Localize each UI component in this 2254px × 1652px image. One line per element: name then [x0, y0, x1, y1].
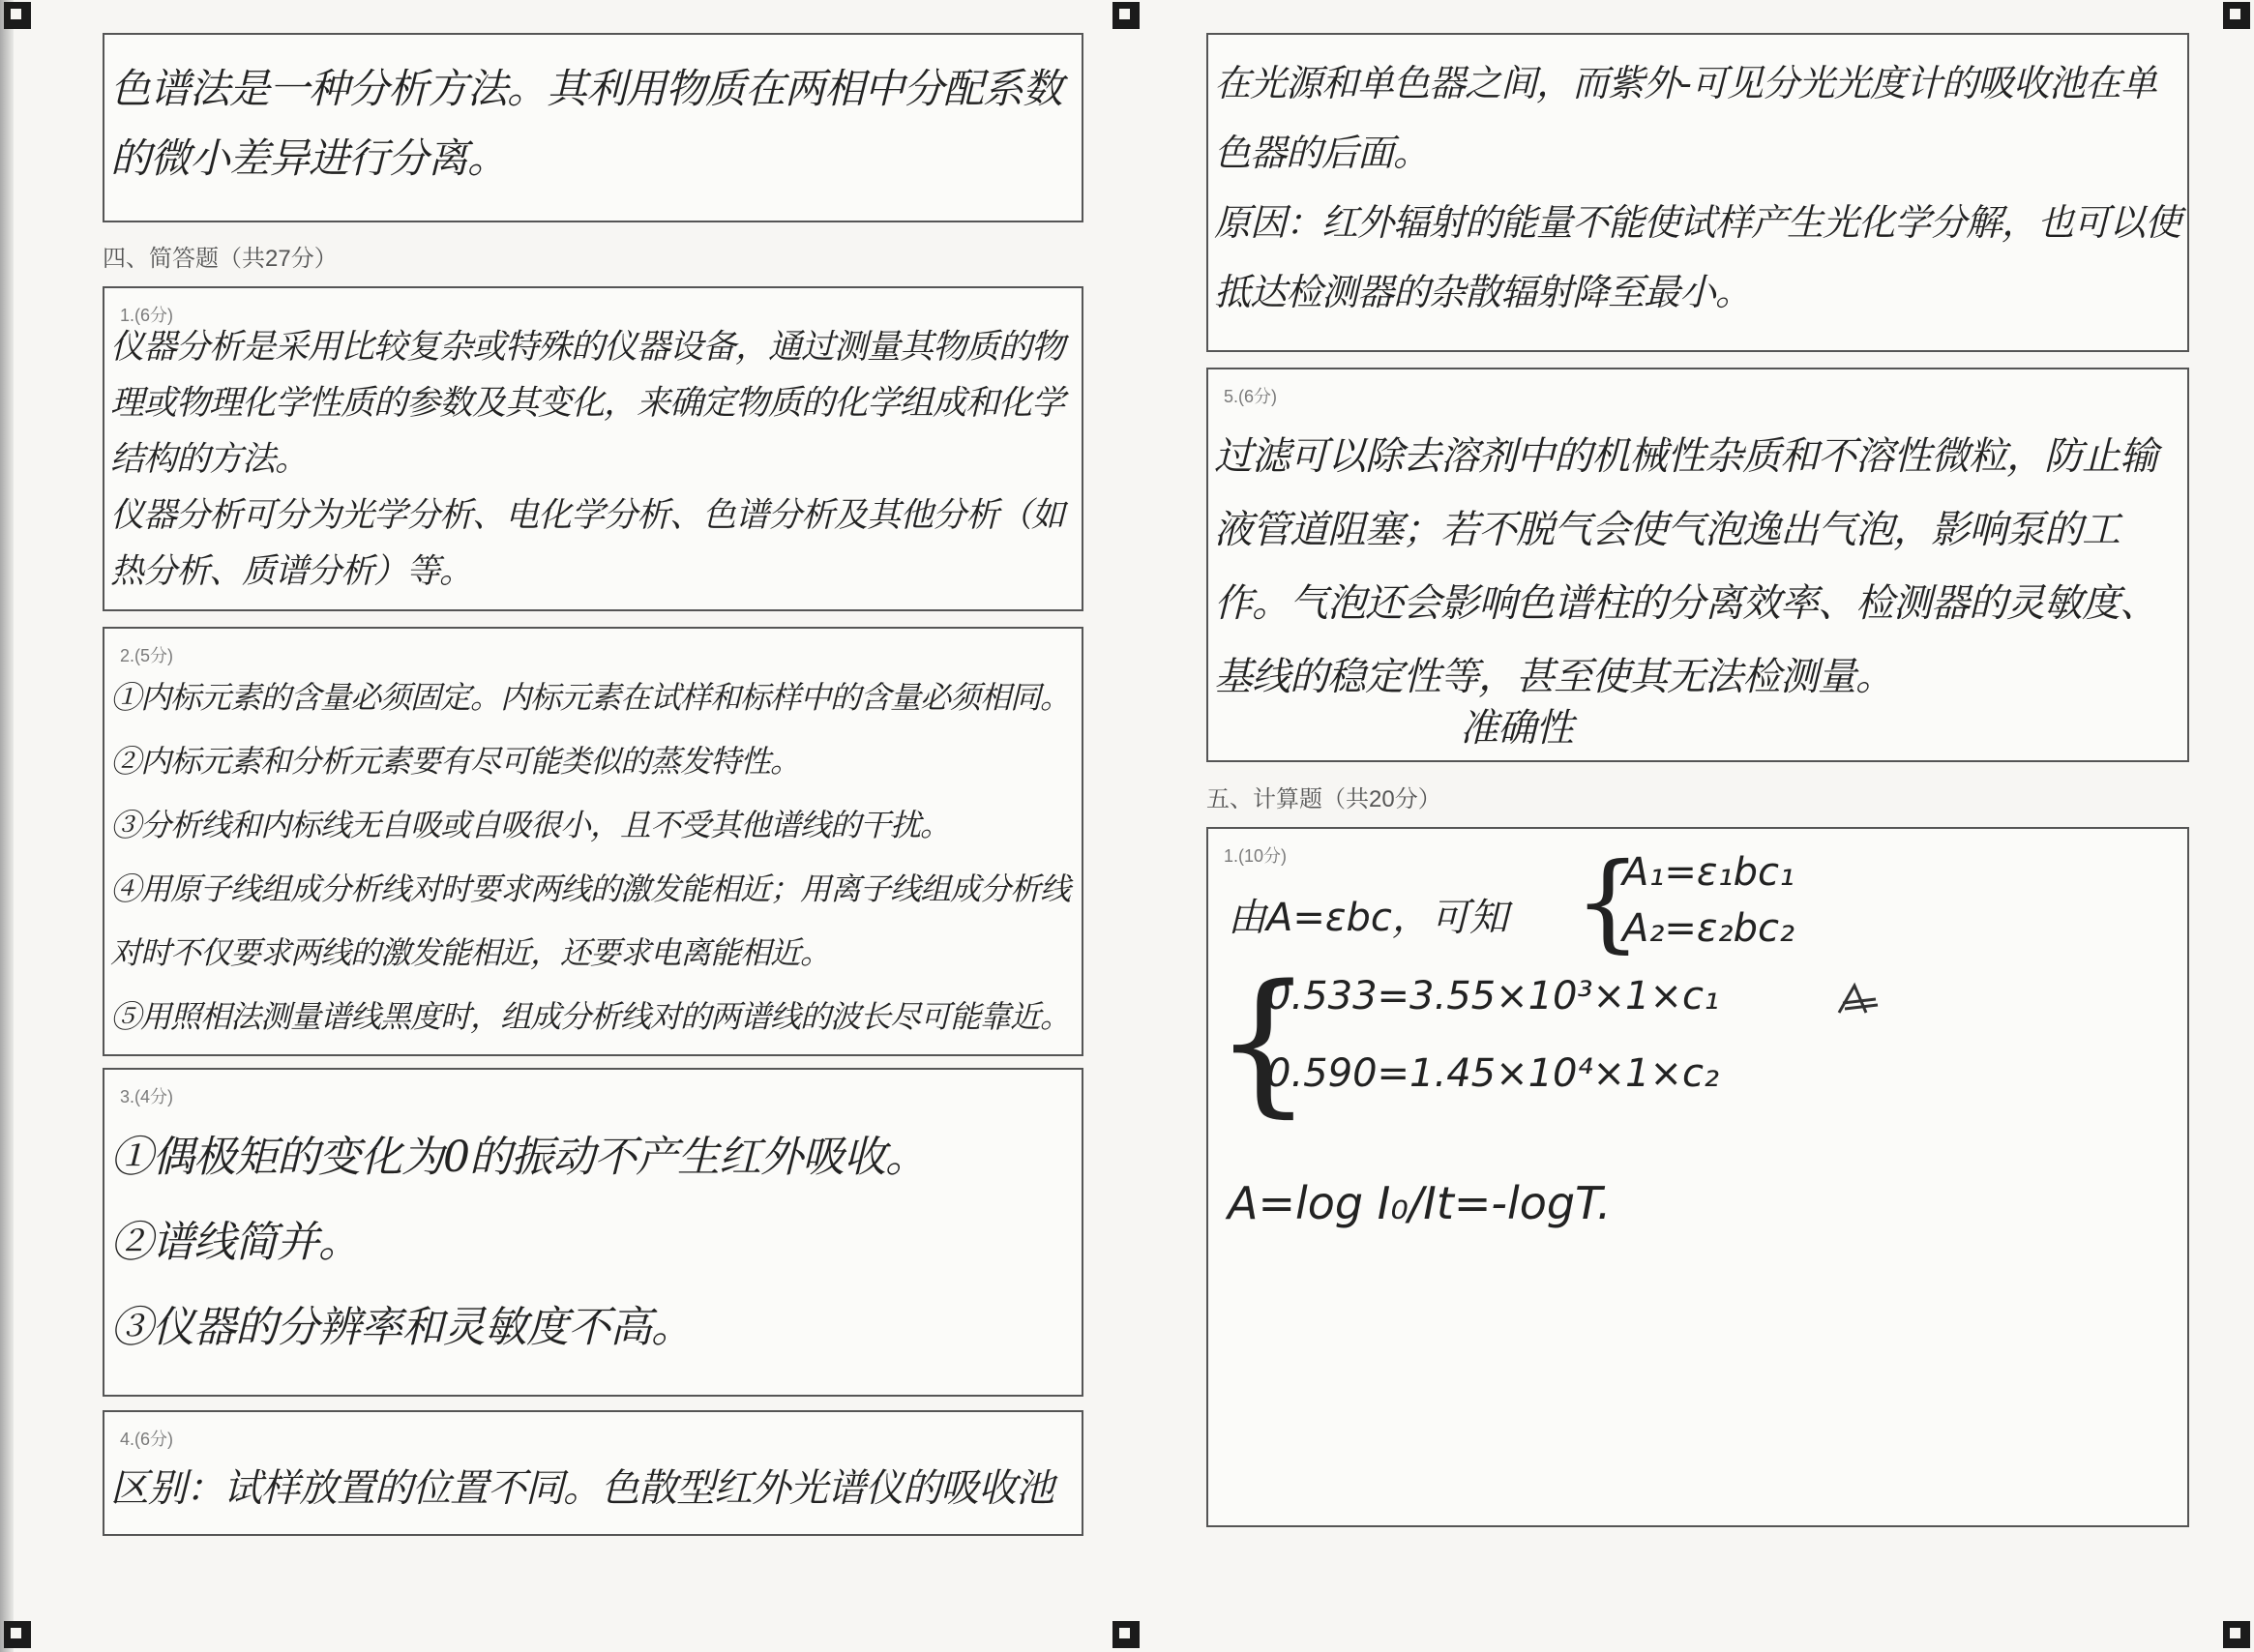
q3-line-3: ③仪器的分辨率和灵敏度不高。 [110, 1303, 693, 1352]
system-brace-2: { [1214, 951, 1313, 1132]
page-edge-shadow [0, 0, 14, 1652]
q5-label: 5.(6分) [1224, 387, 1278, 406]
q4-label: 4.(6分) [120, 1430, 174, 1449]
top-answer-text: 色谱法是一种分析方法。其利用物质在两相中分配系数的微小差异进行分离。 [110, 65, 1063, 182]
section-4-title: 四、简答题（共27分） [103, 246, 338, 272]
q2-label: 2.(5分) [120, 646, 174, 665]
corner-marker-bottom-right [2223, 1621, 2250, 1648]
calc1-system-a1: A₁=ε₁bc₁ [1622, 850, 1794, 895]
top-answer-box [103, 33, 1083, 222]
calc1-equation-2: 0.590=1.45×10⁴×1×c₂ [1266, 1051, 1720, 1096]
corner-marker-top-center [1112, 2, 1140, 29]
calc1-equation-1: 0.533=3.55×10³×1×c₁ [1266, 974, 1720, 1018]
corner-marker-bottom-center [1112, 1621, 1140, 1648]
calc1-equation-3: A=log I₀/It=-logT. [1228, 1177, 1612, 1229]
corner-marker-bottom-left [4, 1621, 31, 1648]
crossed-out-scribble-icon [1833, 982, 1882, 1020]
q4-continued-box [1206, 33, 2189, 352]
q2-answer-text: ①内标元素的含量必须固定。内标元素在试样和标样中的含量必须相同。②内标元素和分析元素要有尽可能类似的蒸发特性。 ③分析线和内标线无自吸或自吸很小，且不受其他谱线的干扰。 ④用原子线组成分析线对时要求两线的激发能相近；用离子线组成分析线对时不仅要求两线的激发能相近，还要求电离能相近。 ⑤用照相法测量谱线黑度时，组成分析线对的两谱线的波长尽可能靠近。 [110, 679, 1071, 1035]
section-5-title: 五、计算题（共20分） [1206, 786, 1441, 812]
q1-answer-text: 仪器分析是采用比较复杂或特殊的仪器设备，通过测量其物质的物理或物理化学性质的参数及其变化，来确定物质的化学组成和化学结构的方法。 仪器分析可分为光学分析、电化学分析、色谱分析及其他分析（如热分析、质谱分析）等。 [110, 328, 1065, 591]
calc1-intro: 由A=εbc，可知 [1228, 896, 1508, 940]
q5-answer-box [1206, 368, 2189, 762]
corner-marker-top-left [4, 2, 31, 29]
q1-label: 1.(6分) [120, 306, 174, 325]
corner-marker-top-right [2223, 2, 2250, 29]
q3-answer-box [103, 1068, 1083, 1397]
q2-answer-box [103, 627, 1083, 1056]
q4-answer-box [103, 1410, 1083, 1536]
q4-answer-start: 区别：试样放置的位置不同。色散型红外光谱仪的吸收池 [110, 1466, 1053, 1511]
calc1-answer-box [1206, 827, 2189, 1527]
q1-answer-box [103, 286, 1083, 611]
q3-label: 3.(4分) [120, 1087, 174, 1106]
system-brace-1: { [1574, 840, 1642, 963]
calc1-system-a2: A₂=ε₂bc₂ [1622, 906, 1794, 951]
calc1-label: 1.(10分) [1224, 846, 1288, 866]
q5-inserted-word: 准确性 [1460, 706, 1573, 751]
q4-answer-continued: 在光源和单色器之间，而紫外-可见分光光度计的吸收池在单色器的后面。 原因：红外辐射的能量不能使试样产生光化学分解，也可以使抵达检测器的杂散辐射降至最小。 [1214, 62, 2181, 313]
q3-line-2: ②谱线简并。 [110, 1218, 360, 1267]
q5-answer-text: 过滤可以除去溶剂中的机械性杂质和不溶性微粒，防止输液管道阻塞；若不脱气会使气泡逸出气泡，影响泵的工作。气泡还会影响色谱柱的分离效率、检测器的灵敏度、基线的稳定性等，甚至使其无法检测量。 [1214, 434, 2157, 699]
q3-line-1: ①偶极矩的变化为0的振动不产生红外吸收。 [110, 1133, 927, 1182]
